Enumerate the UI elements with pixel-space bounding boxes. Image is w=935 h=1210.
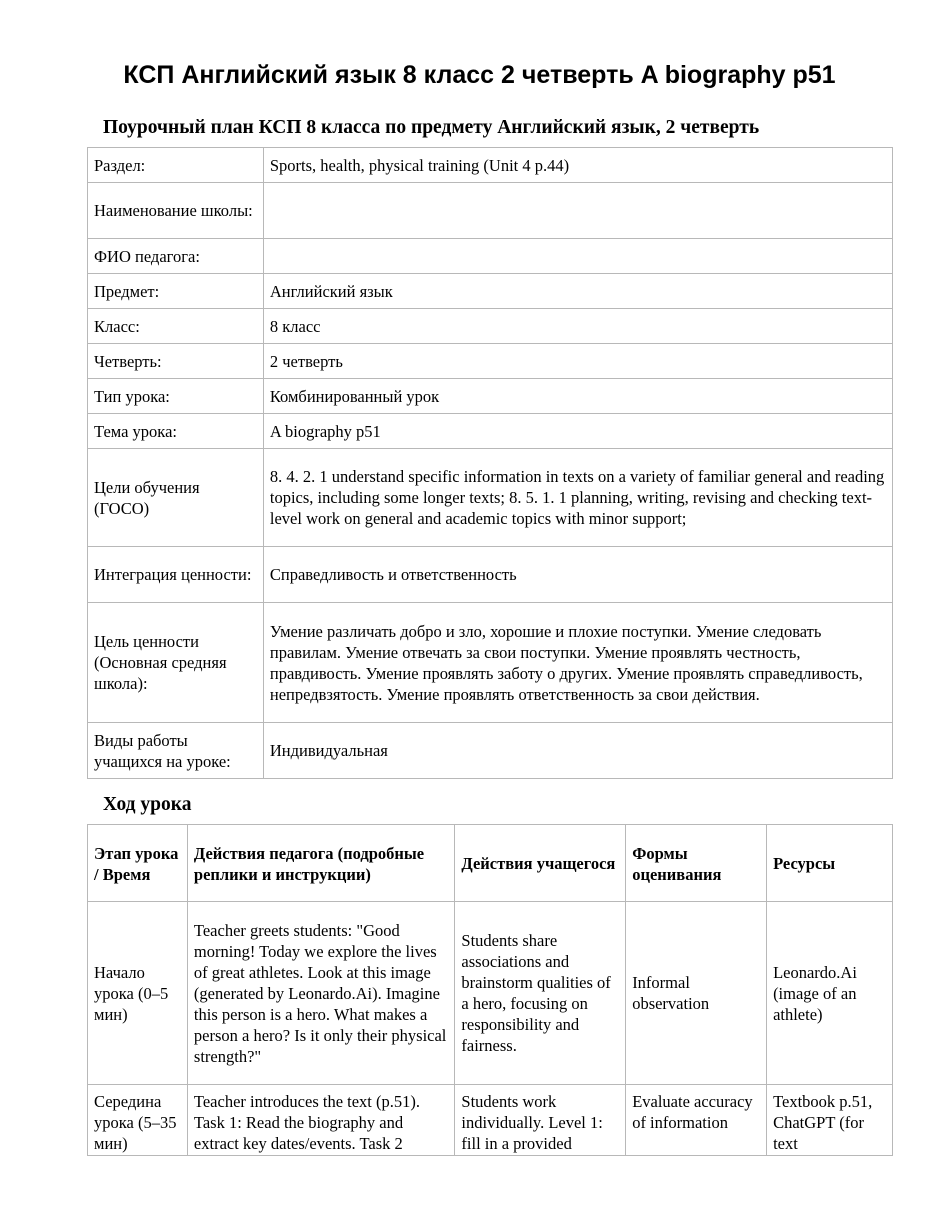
info-value: Умение различать добро и зло, хорошие и плохие поступки. Умение следовать правилам. Умение отвечать за свои поступки. Умение проявлять честность, правдивость. Умение проявлять заботу о других. Умение проявлять справедливость, непредвзятость. Умение проявлять ответственность за свои действия. xyxy=(263,603,892,723)
header-stage: Этап урока / Время xyxy=(88,825,188,902)
info-value: Справедливость и ответственность xyxy=(263,547,892,603)
info-value: Индивидуальная xyxy=(263,723,892,779)
info-value xyxy=(263,183,892,239)
header-student-actions: Действия учащегося xyxy=(455,825,626,902)
info-row-grade xyxy=(88,309,893,344)
info-label: Предмет: xyxy=(88,274,264,309)
lesson-row-start xyxy=(88,902,893,1085)
cell-assessment-text: Evaluate accuracy of information xyxy=(632,1092,753,1132)
header-resources: Ресурсы xyxy=(767,825,893,902)
info-row-teacher xyxy=(88,239,893,274)
info-label: Цели обучения (ГОСО) xyxy=(88,449,264,547)
cell-teacher-actions: Teacher greets students: "Good morning! Today we explore the lives of great athletes. Look at this image (generated by Leonardo.Ai). Imagine this person is a hero. What makes a person a hero? Is it only their physical strength?" xyxy=(187,902,454,1085)
info-label: Наименование школы: xyxy=(88,183,264,239)
info-label: Четверть: xyxy=(88,344,264,379)
plan-heading: Поурочный план КСП 8 класса по предмету Английский язык, 2 четверть xyxy=(103,117,760,138)
info-label: ФИО педагога: xyxy=(88,239,264,274)
cell-resources xyxy=(767,1085,893,1156)
cell-student-actions xyxy=(455,1085,626,1156)
cell-resources: Leonardo.Ai (image of an athlete) xyxy=(767,902,893,1085)
info-label: Цель ценности (Основная средняя школа): xyxy=(88,603,264,723)
cell-stage: Начало урока (0–5 мин) xyxy=(88,902,188,1085)
cell-student-actions: Students share associations and brainstorm qualities of a hero, focusing on responsibility and fairness. xyxy=(455,902,626,1085)
course-heading: Ход урока xyxy=(103,794,192,815)
info-label: Класс: xyxy=(88,309,264,344)
info-label: Интеграция ценности: xyxy=(88,547,264,603)
info-label: Раздел: xyxy=(88,148,264,183)
header-assessment: Формы оценивания xyxy=(626,825,767,902)
info-row-topic xyxy=(88,414,893,449)
cell-resources-text: Textbook p.51, ChatGPT (for text xyxy=(773,1092,873,1153)
info-label: Виды работы учащихся на уроке: xyxy=(88,723,264,779)
info-value: Комбинированный урок xyxy=(263,379,892,414)
cell-assessment: Informal observation xyxy=(626,902,767,1085)
info-value: 2 четверть xyxy=(263,344,892,379)
cell-stage-text: Середина урока (5–35 мин) xyxy=(94,1092,177,1153)
info-value: 8. 4. 2. 1 understand specific information in texts on a variety of familiar general and reading topics, including some longer texts; 8. 5. 1. 1 planning, writing, revising and checking text-level work on general and academic topics with minor support; xyxy=(263,449,892,547)
info-row-value-integration xyxy=(88,547,893,603)
info-label: Тема урока: xyxy=(88,414,264,449)
cell-teacher-text: Teacher introduces the text (p.51). Task 1: Read the biography and extract key dates/events. Task 2 xyxy=(193,1092,421,1153)
info-row-lesson-type xyxy=(88,379,893,414)
lesson-row-middle xyxy=(88,1085,893,1156)
cell-assessment xyxy=(626,1085,767,1156)
info-value: 8 класс xyxy=(263,309,892,344)
info-row-value-goal xyxy=(88,603,893,723)
info-value: A biography p51 xyxy=(263,414,892,449)
cell-teacher-actions xyxy=(187,1085,454,1156)
info-row-learning-objectives xyxy=(88,449,893,547)
cell-student-text: Students work individually. Level 1: fill in a provided xyxy=(461,1092,603,1153)
info-row-subject xyxy=(88,274,893,309)
info-row-school xyxy=(88,183,893,239)
info-value: Английский язык xyxy=(263,274,892,309)
info-row-work-types xyxy=(88,723,893,779)
info-value xyxy=(263,239,892,274)
info-row-section xyxy=(88,148,893,183)
header-teacher-actions: Действия педагога (подробные реплики и инструкции) xyxy=(187,825,454,902)
lesson-info-table xyxy=(87,147,893,779)
info-label: Тип урока: xyxy=(88,379,264,414)
lesson-flow-table xyxy=(87,824,893,1156)
lesson-header-row xyxy=(88,825,893,902)
info-row-quarter xyxy=(88,344,893,379)
cell-stage xyxy=(88,1085,188,1156)
document-title: КСП Английский язык 8 класс 2 четверть A biography p51 xyxy=(123,61,836,89)
info-value: Sports, health, physical training (Unit 4 p.44) xyxy=(263,148,892,183)
